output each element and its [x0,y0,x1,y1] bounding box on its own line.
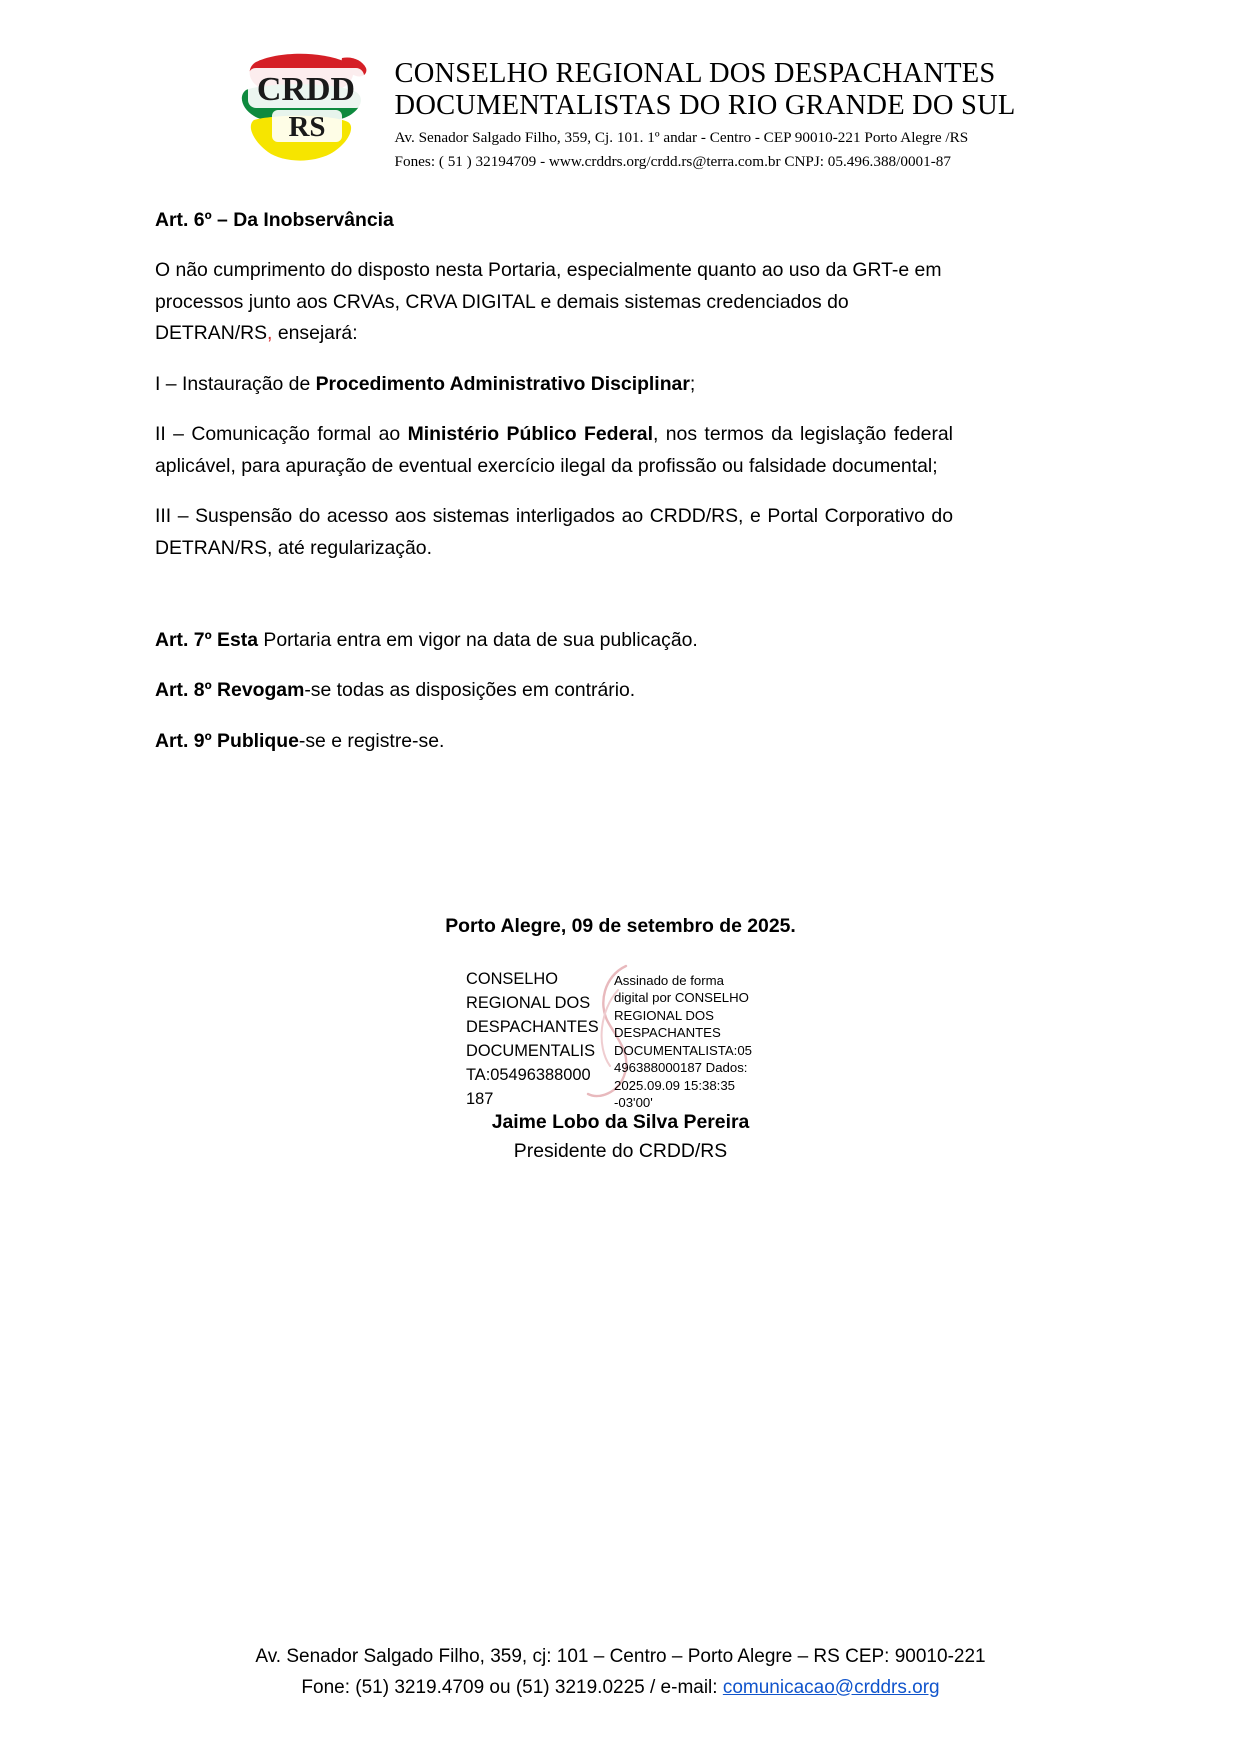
letterhead-text [395,48,1016,172]
letterhead-inner [226,48,1016,172]
org-title-line2: DOCUMENTALISTAS DO RIO GRANDE DO SUL [394,90,1016,122]
article-8-bold: Art. 8º Revogam [155,679,305,702]
article-6-item-1 [155,369,953,400]
city-and-date: Porto Alegre, 09 de setembro de 2025. [445,915,796,937]
article-9-bold: Art. 9º Publique [155,729,299,752]
digital-signature-block [466,968,786,1108]
article-6-heading [155,205,953,236]
item-2-bold: Ministério Público Federal [407,423,653,446]
org-address-line2: Fones: ( 51 ) 32194709 - www.crddrs.org/crdd.rs@terra.com.br CNPJ: 05.496.388/0001-87 [394,153,951,171]
svg-text:RS: RS [287,111,326,143]
article-7 [155,625,953,656]
item-2-prefix: II – Comunicação formal ao [155,423,408,446]
document-body [155,205,953,776]
signer-role: Presidente do CRDD/RS [513,1140,728,1163]
item-1-suffix: ; [689,372,696,395]
org-address-line1: Av. Senador Salgado Filho, 359, Cj. 101. 1º andar - Centro - CEP 90010-221 Porto Alegre /RS [394,128,969,146]
item-1-prefix: I – Instauração de [155,372,316,395]
footer-contact-prefix: Fone: (51) 3219.4709 ou (51) 3219.0225 / e-mail: [301,1676,723,1698]
footer-contact-line [0,1673,1241,1703]
item-2-suffix: , nos termos da legislação federal aplicável, para apuração de eventual exercício ilegal da profissão ou falsidade documental; [155,423,953,477]
article-9 [155,726,953,757]
article-8-rest: -se todas as disposições em contrário. [304,679,636,702]
item-1-bold: Procedimento Administrativo Disciplinar [315,372,690,395]
crddrs-logo-icon [226,48,381,166]
article-7-bold: Art. 7º Esta [155,628,258,651]
footer-address-line: Av. Senador Salgado Filho, 359, cj: 101 – Centro – Porto Alegre – RS CEP: 90010-221 [255,1646,986,1668]
signature-details-text: Assinado de forma digital por CONSELHO REGIONAL DOS DESPACHANTES DOCUMENTALISTA:05 496388000187 Dados: 2025.09.09 15:38:35 -03'00' [614,973,753,1110]
article-6-item-2 [155,419,953,482]
article-8 [155,675,953,706]
article-6-heading-text: Art. 6º – Da Inobservância [155,209,394,231]
footer-email-link[interactable]: comunicacao@crddrs.org [722,1676,940,1698]
signer-name: Jaime Lobo da Silva Pereira [491,1111,750,1133]
article-6-intro-part2: ensejará: [272,322,358,345]
signature-subject-text: CONSELHO REGIONAL DOS DESPACHANTES DOCUMENTALIS TA:05496388000 187 [466,970,599,1108]
article-7-rest: Portaria entra em vigor na data de sua publicação. [258,628,698,651]
article-6-intro-comma: , [267,322,273,345]
signer-block [0,1108,1241,1166]
page-footer [0,1642,1241,1703]
body-spacer [155,583,953,625]
article-9-rest: -se e registre-se. [298,729,445,752]
item-3-text: III – Suspensão do acesso aos sistemas interligados ao CRDD/RS, e Portal Corporativo do DETRAN/RS, até regularização. [155,505,953,559]
article-6-intro [155,255,953,349]
article-6-intro-part1: O não cumprimento do disposto nesta Portaria, especialmente quanto ao uso da GRT-e em processos junto aos CRVAs, CRVA DIGITAL e demais sistemas credenciados do DETRAN/RS [155,259,942,345]
org-title-line1: CONSELHO REGIONAL DOS DESPACHANTES [394,58,996,89]
article-6-item-3 [155,501,953,564]
svg-text:CRDD: CRDD [256,71,355,108]
letterhead [0,48,1241,172]
